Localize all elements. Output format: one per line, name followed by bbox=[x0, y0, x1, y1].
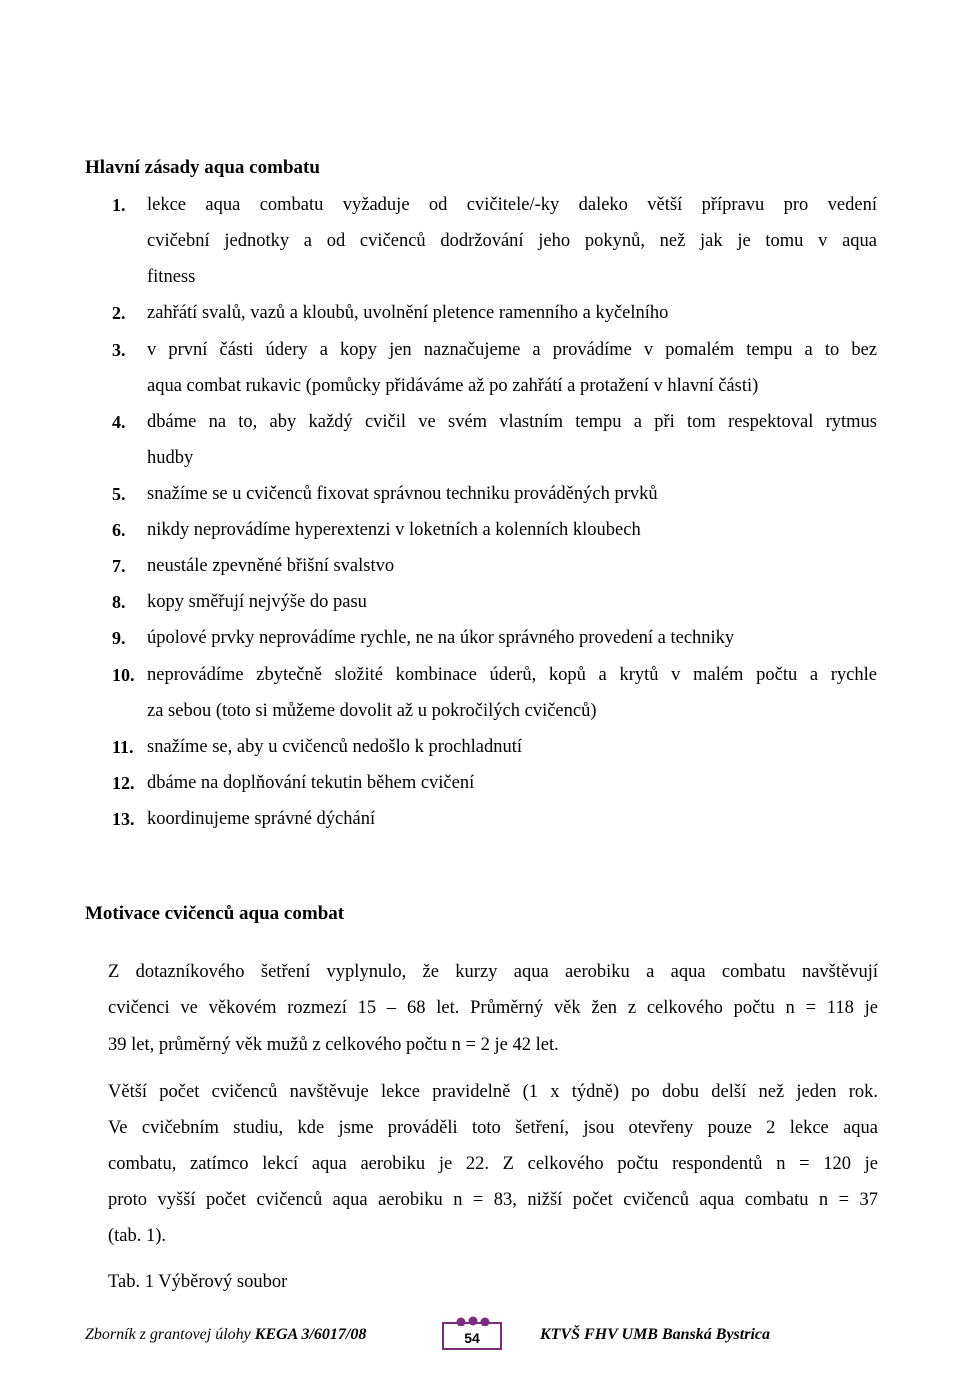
list-number: 11. bbox=[112, 737, 134, 757]
paragraph-line: cvičenci ve věkovém rozmezí 15 – 68 let. Průměrný věk žen z celkového počtu n = 118 je bbox=[108, 998, 878, 1018]
list-item-line: dbáme na to, aby každý cvičil ve svém vlastním tempu a při tom respektoval rytmus bbox=[147, 412, 877, 432]
list-item-line: koordinujeme správné dýchání bbox=[147, 809, 376, 829]
list-item-line: úpolové prvky neprovádíme rychle, ne na úkor správného provedení a techniky bbox=[147, 628, 735, 648]
list-number: 13. bbox=[112, 809, 135, 829]
section-heading-principles: Hlavní zásady aqua combatu bbox=[85, 157, 320, 178]
list-item-line: neustále zpevněné břišní svalstvo bbox=[147, 556, 395, 576]
list-item-line: hudby bbox=[147, 448, 194, 468]
list-item-line: zahřátí svalů, vazů a kloubů, uvolnění pletence ramenního a kyčelního bbox=[147, 303, 669, 323]
paragraph-line: Z dotazníkového šetření vyplynulo, že kurzy aqua aerobiku a aqua combatu navštěvují bbox=[108, 962, 878, 982]
list-item-line: snažíme se u cvičenců fixovat správnou techniku prováděných prvků bbox=[147, 484, 658, 504]
list-number: 1. bbox=[112, 195, 126, 215]
list-item-line: dbáme na doplňování tekutin během cvičení bbox=[147, 773, 475, 793]
list-number: 10. bbox=[112, 665, 135, 685]
list-item-line: za sebou (toto si můžeme dovolit až u pokročilých cvičenců) bbox=[147, 701, 597, 721]
paragraph-line: Větší počet cvičenců navštěvuje lekce pravidelně (1 x týdně) po dobu delší než jeden rok. bbox=[108, 1082, 878, 1102]
list-number: 5. bbox=[112, 484, 126, 504]
list-item-line: nikdy neprovádíme hyperextenzi v loketních a kolenních kloubech bbox=[147, 520, 641, 540]
list-item-line: kopy směřují nejvýše do pasu bbox=[147, 592, 367, 612]
footer-grant-code: KEGA 3/6017/08 bbox=[254, 1326, 367, 1343]
list-number: 2. bbox=[112, 303, 126, 323]
section-heading-motivation: Motivace cvičenců aqua combat bbox=[85, 903, 345, 924]
list-item-line: aqua combat rukavic (pomůcky přidáváme až po zahřátí a protažení v hlavní části) bbox=[147, 376, 759, 396]
list-number: 9. bbox=[112, 628, 126, 648]
list-number: 4. bbox=[112, 412, 126, 432]
list-number: 12. bbox=[112, 773, 135, 793]
paragraph-line: combatu, zatímco lekcí aqua aerobiku je 22. Z celkového počtu respondentů n = 120 je bbox=[108, 1154, 878, 1174]
table-caption: Tab. 1 Výběrový soubor bbox=[108, 1272, 288, 1292]
list-number: 3. bbox=[112, 340, 126, 360]
paragraph-line: (tab. 1). bbox=[108, 1226, 167, 1246]
list-item-line: cvičební jednotky a od cvičenců dodržování jeho pokynů, než jak je tomu v aqua bbox=[147, 231, 877, 251]
footer-left bbox=[85, 1326, 366, 1344]
list-item-line: fitness bbox=[147, 267, 196, 287]
list-item-line: v první části údery a kopy jen naznačujeme a provádíme v pomalém tempu a to bez bbox=[147, 340, 877, 360]
page-number: 54 bbox=[442, 1322, 502, 1350]
list-item-line: lekce aqua combatu vyžaduje od cvičitele/-ky daleko větší přípravu pro vedení bbox=[147, 195, 877, 215]
list-number: 6. bbox=[112, 520, 126, 540]
paragraph-line: 39 let, průměrný věk mužů z celkového počtu n = 2 je 42 let. bbox=[108, 1035, 559, 1055]
footer-source: Zborník z grantovej úlohy bbox=[85, 1326, 251, 1343]
list-number: 8. bbox=[112, 592, 126, 612]
list-item-line: neprovádíme zbytečně složité kombinace úderů, kopů a krytů v malém počtu a rychle bbox=[147, 665, 877, 685]
list-number: 7. bbox=[112, 556, 126, 576]
paragraph-line: proto vyšší počet cvičenců aqua aerobiku n = 83, nižší počet cvičenců aqua combatu n = 37 bbox=[108, 1190, 878, 1210]
footer-right: KTVŠ FHV UMB Banská Bystrica bbox=[540, 1326, 770, 1343]
list-item-line: snažíme se, aby u cvičenců nedošlo k prochladnutí bbox=[147, 737, 523, 757]
paragraph-line: Ve cvičebním studiu, kde jsme prováděli toto šetření, jsou otevřeny pouze 2 lekce aqua bbox=[108, 1118, 878, 1138]
